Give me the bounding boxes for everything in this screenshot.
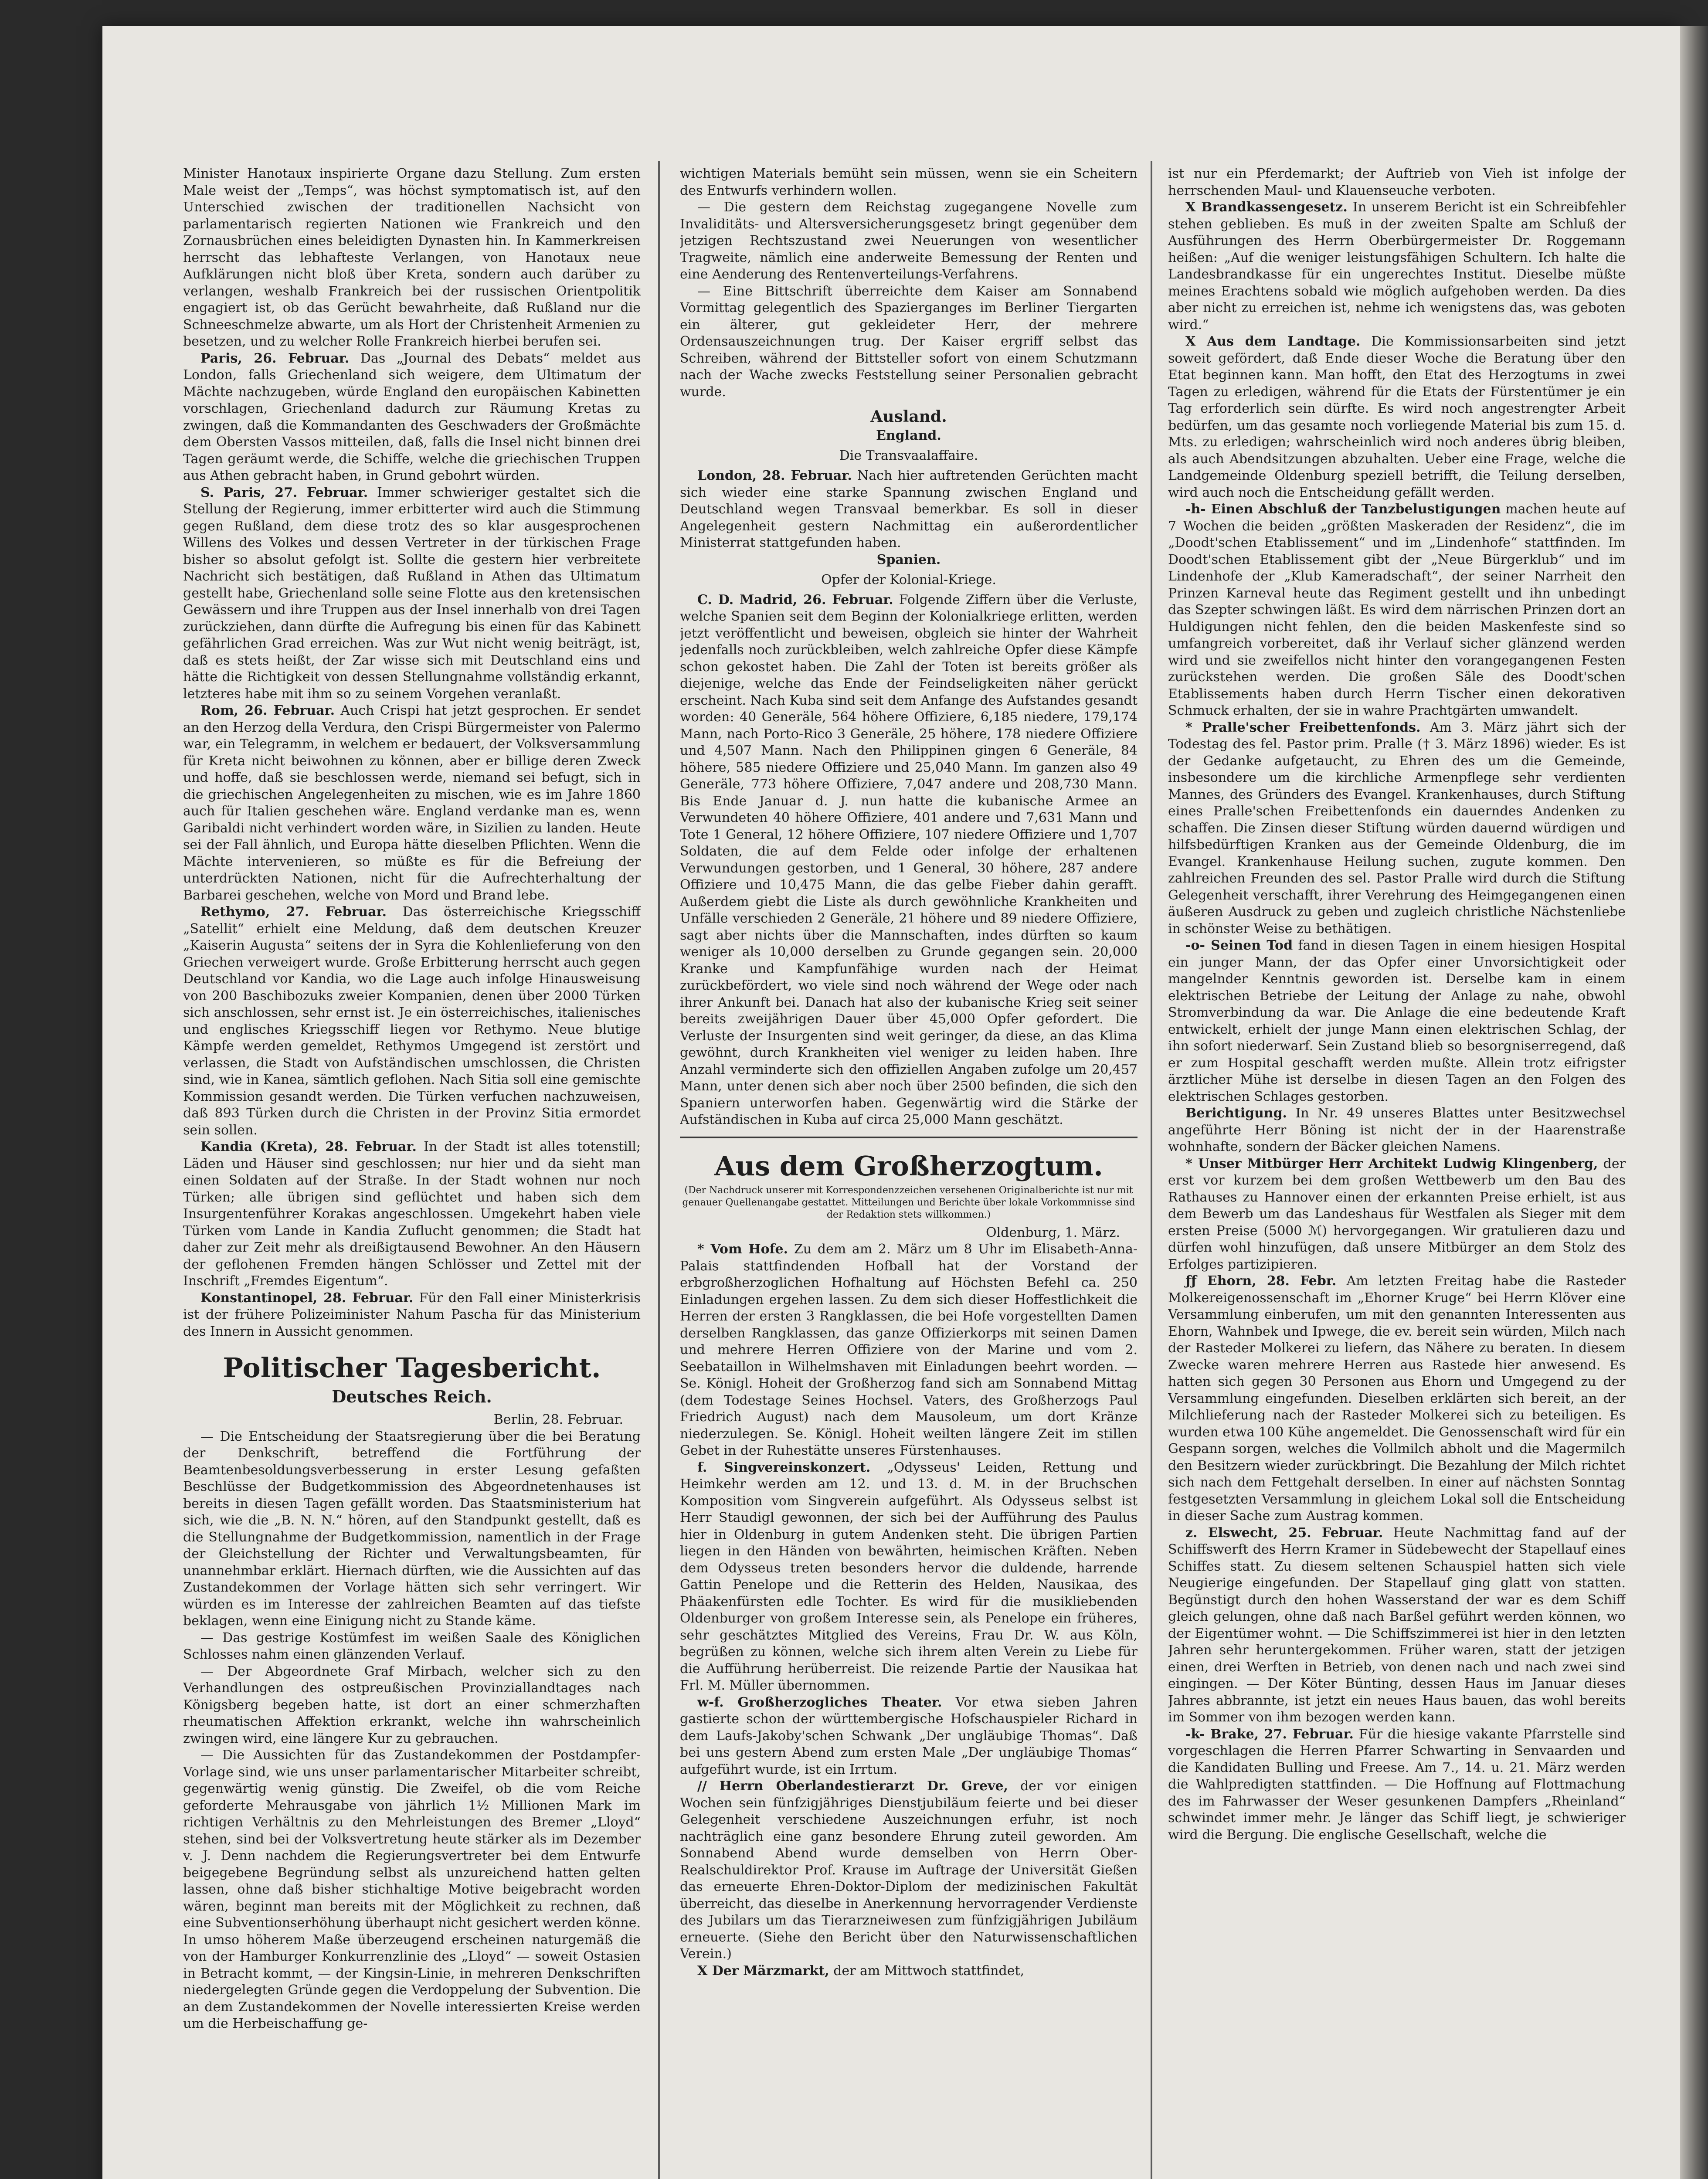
- article-paragraph: [183, 1139, 641, 1290]
- section-divider: [680, 1137, 1138, 1138]
- item-heading: -k- Brake, 27. Februar.: [1185, 1726, 1354, 1742]
- country-heading: Spanien.: [876, 552, 941, 567]
- article-text: Auch Crispi hat jetzt gesprochen. Er sendet an den Herzog della Verdura, den Crispi Bürgermeister von Palermo war, ein Telegramm, in welchem er bedauert, der Volksversammlung für Kreta nicht beiwohnen zu können, aber er billige deren Zweck und hoffe, daß sie beschlossen werde, niemand sei befugt, sich in die griechischen Angelegenheiten zu mischen, wie es im Jahre 1860 auch für Italien geschehen wäre. England verdanke man es, wenn Garibaldi nicht verhindert worden wäre, in Sizilien zu landen. Heute sei der Fall ähnlich, und Europa hätte dieselben Pflichten. Wenn die Mächte intervenieren, so müßte es für die Befreiung der unterdrückten Nationen, nicht für die Aufrechterhaltung der Barbarei geschehen, welche von Mord und Brand lebe.: [183, 703, 641, 903]
- article-text: machen heute auf 7 Wochen die beiden „größten Maskeraden der Residenz“, die im „Doodt'schen Etablissement“ und im „Lindenhofe“ stattfinden. Im Doodt'schen Etablissement gibt der „Neue Bürgerklub“ und im Lindenhofe der „Klub Kameradschaft“, der seiner Narrheit den Prinzen Karneval heute das Regiment gestellt und ihn unbedingt das Szepter schwingen läßt. Es wird dem närrischen Prinzen dort an Huldigungen nicht fehlen, den die beiden Maskenfeste sind so umfangreich vorbereitet, daß ihr Verlauf sicher glänzend werden wird und sie zweifellos nicht hinter den vorangegangenen Festen zurückstehen werden. Die großen Säle des Doodt'schen Etablissements haben durch Herrn Tischer einen dekorativen Schmuck erhalten, der sie in wahre Prachtgärten umwandelt.: [1168, 502, 1626, 718]
- article-paragraph: [1168, 333, 1626, 501]
- article-text: Das österreichische Kriegsschiff „Satellit“ erhielt eine Meldung, daß dem deutschen Kreuzer „Kaiserin Augusta“ seitens der in Syra die Kohlenlieferung von den Griechen verweigert wurde. Große Erbitterung herrscht auch gegen Deutschland vor Kandia, wo die Lage auch infolge Hinausweisung von 200 Baschibozuks zweier Kompanien, denen über 2000 Türken sich anschlossen, sehr ernst ist. Je ein österreichisches, italienisches und englisches Kriegsschiff liegen vor Rethymo. Neue blutige Kämpfe werden gemeldet, Rethymos Umgegend ist zerstört und verlassen, die Stadt von Aufständischen umschlossen, die Christen sind, wie in Kanea, sämtlich geflohen. Nach Sitia soll eine gemischte Kommission gesandt werden. Die Türken verfuchen nachzuweisen, daß 893 Türken durch die Christen in der Provinz Sitia ermordet sein sollen.: [183, 904, 641, 1138]
- article-text: der vor einigen Wochen sein fünfzigjähriges Dienstjubiläum feierte und bei dieser Gelegenheit verschiedene Auszeichnungen erfuhr, ist noch nachträglich eine ganz besondere Ehrung zuteil geworden. Am Sonnabend Abend wurde demselben von Herrn Ober-Realschuldirektor Prof. Krause im Auftrage der Universität Gießen das erneuerte Ehren-Doktor-Diplom der medizinischen Fakultät überreicht, das dieselbe in Anerkennung hervorragender Verdienste des Jubilars um das Tierarzneiwesen zum fünfzigjährigen Jubiläum erneuerte. (Siehe den Bericht über den Naturwissenschaftlichen Verein.): [680, 1778, 1138, 1962]
- article-text: Zu dem am 2. März um 8 Uhr im Elisabeth-Anna-Palais stattfindenden Hofball hat der Vorstand der erbgroßherzoglichen Hofhaltung auf Höchsten Befehl ca. 250 Einladungen ergehen lassen. Zu dem sich dieser Hoffestlichkeit die Herren der ersten 3 Rangklassen, die bei Hofe vorgestellten Damen derselben Rangklassen, das ganze Offizierkorps mit seinen Damen und mehrere Herren Offiziere von der Marine und vom 2. Seebataillon in Wilhelmshaven mit Einladungen beehrt worden. — Se. Königl. Hoheit der Großherzog fand sich am Sonnabend Mittag (dem Todestage Seines Hochsel. Vaters, des Großherzogs Paul Friedrich August) nach dem Mausoleum, um dort Kränze niederzulegen. Se. Königl. Hoheit weilten längere Zeit im stillen Gebet in der Ruhestätte unseres Fürstenhauses.: [680, 1242, 1138, 1458]
- article-text: In der Stadt ist alles totenstill; Läden und Häuser sind geschlossen; nur hier und da sieht man einen Soldaten auf der Straße. In der Stadt wohnen nur noch Türken; alle übrigen sind geflüchtet und haben sich dem Insurgentenführer Korakas angeschlossen. Umgekehrt haben viele Türken vom Lande in Kandia Zuflucht genommen; die Stadt hat daher zur Zeit mehr als dreißigtausend Bewohner. An den Häusern der geflohenen Fremden hängen Schlösser und Zettel mit der Inschrift „Fremdes Eigentum“.: [183, 1139, 641, 1289]
- item-heading: f. Singvereinskonzert.: [697, 1459, 871, 1475]
- article-text: Nach hier auftretenden Gerüchten macht sich wieder eine starke Spannung zwischen England und Deutschland wegen Transvaal bemerkbar. Es soll in dieser Angelegenheit gestern Nachmittag ein außerordentlicher Ministerrat stattgefunden haben.: [680, 468, 1138, 550]
- article-text: Das „Journal des Debats“ meldet aus London, falls Griechenland sich weigere, dem Ultimatum der Mächte nachzugeben, würde England den europäischen Kabinetten vorschlagen, Griechenland dadurch zur Räumung Kretas zu zwingen, daß die Kommandanten des Geschwaders der Großmächte dem Obersten Vassos mitteilen, daß, falls die Insel nicht binnen drei Tagen geräumt werde, die Schiffe, welche die griechischen Truppen aus Athen gebracht haben, in Grund gebohrt würden.: [183, 350, 641, 483]
- article-text: Am 3. März jährt sich der Todestag des fel. Pastor prim. Pralle († 3. März 1896) wieder. Es ist der Gedanke aufgetaucht, zu Ehren des um die Gemeinde, insbesondere um die kirchliche Armenpflege sehr verdienten Mannes, des Gründers des Evangel. Krankenhauses, durch Stiftung eines Pralle'schen Freibettenfonds ein dauerndes Andenken zu schaffen. Die Zinsen dieser Stiftung würden dauernd würdigen und hilfsbedürftigen Kranken aus der Gemeinde Oldenburg, die im Evangel. Krankenhause Heilung suchen, zugute kommen. Den zahlreichen Freunden des sel. Pastor Pralle wird durch die Stiftung Gelegenheit verschafft, ihrer Verehrung des Heimgegangenen einen äußeren Ausdruck zu geben und zugleich christliche Nächstenliebe in schönster Weise zu bethätigen.: [1168, 720, 1626, 937]
- dateline: Berlin, 28. Februar.: [493, 1412, 623, 1427]
- item-heading: z. Elswecht, 25. Februar.: [1185, 1525, 1383, 1541]
- dateline: Rom, 26. Februar.: [200, 703, 335, 718]
- article-text: Für die hiesige vakante Pfarrstelle sind vorgeschlagen die Herren Pfarrer Schwarting in Senvaarden und die Kandidaten Bulling und Freese. Am 7., 14. u. 21. März werden die Wahlpredigten stattfinden. — Die Hoffnung auf Flottmachung des im Fahrwasser der Weser gesunkenen Dampfers „Rheinland“ schwindet immer mehr. Je länger das Schiff liegt, je schwieriger wird die Bergung. Die englische Gesellschaft, welche die: [1168, 1726, 1626, 1843]
- section-subtitle: Deutsches Reich.: [332, 1387, 492, 1406]
- article-paragraph: [1168, 1156, 1626, 1273]
- article-text: Die Kommissionsarbeiten sind jetzt soweit gefördert, daß Ende dieser Woche die Beratung über den Etat beginnen kann. Man hofft, den Etat des Herzogtums in zwei Tagen zu erledigen, während für die Etats der Fürstentümer je ein Tag erforderlich sein dürfte. Es wird noch angestrengter Arbeit bedürfen, um das gesamte noch vorliegende Material bis zum 15. d. Mts. zu erledigen; wahrscheinlich wird noch anderes übrig bleiben, als auch Abendsitzungen abzuhalten. Ueber eine Frage, welche die Landgemeinde Oldenburg speziell betrifft, die Teilung derselben, wird auch noch die Entscheidung gefällt werden.: [1168, 334, 1626, 500]
- article-text: Vor etwa sieben Jahren gastierte schon der württembergische Hofschauspieler Richard in dem Laufs-Jakoby'schen Schwank „Der ungläubige Thomas“. Daß bei uns gestern Abend zum ersten Male „Der ungläubige Thomas“ aufgeführt wurde, ist ein Irrtum.: [680, 1694, 1138, 1777]
- article-paragraph: [1168, 1273, 1626, 1525]
- article-text: Heute Nachmittag fand auf der Schiffswerft des Herrn Kramer in Südebewecht der Stapellauf eines Schiffes statt. Zu diesem seltenen Schauspiel hatten sich viele Neugierige eingefunden. Der Stapellauf ging glatt von statten. Begünstigt durch den hohen Wasserstand der war es dem Schiff gleich gelungen, ohne daß nach Barßel geführt werden können, wo der Eigentümer wohnt. — Die Schiffszimmerei ist hier in den letzten Jahren sehr heruntergekommen. Früher waren, statt der jetzigen einen, drei Werften in Betrieb, von denen nach und nach zwei sind eingingen. — Der Köter Bünting, dessen Haus im Januar dieses Jahres abbrannte, ist jetzt ein neues Haus bauen, das wohl bereits im Sommer von ihm bezogen werden kann.: [1168, 1525, 1626, 1725]
- article-paragraph: [1168, 501, 1626, 720]
- article-text: Folgende Ziffern über die Verluste, welche Spanien seit dem Beginn der Kolonialkriege erlitten, werden jetzt veröffentlicht und beweisen, obgleich sie hinter der Wahrheit jedenfalls noch zurückbleiben, welch zahlreiche Opfer diese Kämpfe schon gekostet haben. Die Zahl der Toten ist bereits größer als diejenige, welche das Ende der Feindseligkeiten näher gerückt erscheint. Nach Kuba sind seit dem Anfange des Aufstandes gesandt worden: 40 Generäle, 564 höhere Offiziere, 6,185 niedere, 179,174 Mann, nach Porto-Rico 3 Generäle, 25 höhere, 178 niedere Offiziere und 4,507 Mann. Nach den Philippinen gingen 6 Generäle, 84 höhere, 585 niedere Offiziere und 25,040 Mann. Im ganzen also 49 Generäle, 773 höhere Offiziere, 7,047 andere und 208,730 Mann. Bis Ende Januar d. J. nun hatte die kubanische Armee an Verwundeten 40 höhere Offiziere, 401 andere und 7,631 Mann und Tote 1 General, 12 höhere Offiziere, 107 niedere Offiziere und 1,707 Soldaten, die auf dem Felde oder infolge der erhaltenen Verwundungen gestorben, und 1 General, 30 höhere, 287 andere Offiziere und 10,475 Mann, die das gelbe Fieber dahin gerafft. Außerdem giebt die Liste als durch gewöhnliche Krankheiten und Unfälle verschieden 2 Generäle, 21 höhere und 89 niedere Offiziere, sagt aber nichts über die Mannschaften, indes dürften so kaum weniger als 10,000 derselben zu Grunde gegangen sein. 20,000 Kranke und Kampfunfähige wurden nach der Heimat zurückbefördert, wo viele sind noch während der Wege oder nach ihrer Ankunft bei. Danach hat also der kubanische Krieg seit seiner bereits zweijährigen Dauer über 45,000 Opfer gefordert. Die Verluste der Insurgenten sind weit geringer, da diese, an das Klima gewöhnt, durch Krankheiten viel weniger zu leiden haben. Ihre Anzahl verminderte sich den offiziellen Angaben zufolge um 20,457 Mann, unter denen sich aber noch über 2500 befinden, die sich den Spaniern unterworfen haben. Gegenwärtig wird die Stärke der Aufständischen in Kuba auf circa 25,000 Mann geschätzt.: [680, 592, 1138, 1127]
- article-text: Am letzten Freitag habe die Rasteder Molkereigenossenschaft im „Ehorner Kruge“ bei Herrn Klöver eine Versammlung einberufen, um mit den genannten Interessenten aus Ehorn, Wahnbek und Ipwege, die ev. bereit sein würden, Milch nach der Rasteder Molkerei zu liefern, das Nähere zu beraten. In diesem Zwecke waren mehrere Herren aus Rastede hier anwesend. Es hatten sich gegen 30 Personen aus Ehorn und Umgegend zu der Versammlung eingefunden. Dieselben erklärten sich bereit, an der Milchlieferung nach der Rasteder Molkerei sich zu beteiligen. Es wurden etwa 100 Kühe angemeldet. Die Genossenschaft wird für ein Gespann sorgen, welches die Vollmilch abholt und die Magermilch den Besitzern wieder zurückbringt. Die Bezahlung der Milch richtet sich nach dem Fettgehalt derselben. In einer auf nächsten Sonntag festgesetzten Versammlung in gleichem Lokal soll die Entscheidung in dieser Sache zum Austrag kommen.: [1168, 1273, 1626, 1524]
- dateline: C. D. Madrid, 26. Februar.: [697, 592, 893, 608]
- article-text: In Nr. 49 unseres Blattes unter Besitzwechsel angeführte Herr Böning ist nicht der in der Haarenstraße wohnhafte, sondern der Bäcker gleichen Namens.: [1168, 1106, 1626, 1154]
- item-heading: Berichtigung.: [1185, 1106, 1287, 1121]
- article-paragraph: [680, 592, 1138, 1129]
- dateline: Konstantinopel, 28. Februar.: [200, 1290, 414, 1306]
- item-heading: -o- Seinen Tod: [1185, 938, 1293, 953]
- article-paragraph: — Eine Bittschrift überreichte dem Kaiser am Sonnabend Vormittag gelegentlich des Spazierganges im Berliner Tiergarten ein älterer, gut gekleideter Herr, der mehrere Ordensauszeichnungen trug. Der Kaiser ergriff selbst das Schreiben, während der Bittsteller sofort von einem Schutzmann nach der Wache zwecks Feststellung seiner Personalien gebracht wurde.: [680, 283, 1138, 400]
- dateline: Rethymo, 27. Februar.: [200, 904, 387, 920]
- item-heading: X Brandkassengesetz.: [1185, 200, 1348, 215]
- article-heading: Opfer der Kolonial-Kriege.: [821, 572, 996, 587]
- item-heading: w-f. Großherzogliches Theater.: [697, 1694, 942, 1710]
- dateline: S. Paris, 27. Februar.: [200, 485, 368, 500]
- column-1: [183, 166, 641, 2179]
- article-paragraph: [1168, 720, 1626, 938]
- article-paragraph: [183, 703, 641, 904]
- article-text: der am Mittwoch stattfindet,: [833, 1963, 1025, 1979]
- article-text: Immer schwieriger gestaltet sich die Stellung der Regierung, immer erbitterter wird auch die Stimmung gegen Rußland, dem diese trotz des so klar ausgesprochenen Willens des Volkes und dessen Vertreter in der türkischen Frage bisher so absolut gefolgt ist. Sollte die gestern hier verbreitete Nachricht sich bestätigen, daß Rußland in Athen das Ultimatum gestellt habe, Griechenland solle seine Flotte aus den kretensischen Gewässern und ihre Truppen aus der Insel innerhalb von drei Tagen zurückziehen, dann dürfte die Aufregung bis einen für das Kabinett gefährlichen Grad erreichen. Was zur Wut nicht wenig beiträgt, ist, daß es stets heißt, der Zar wisse sich mit Deutschland eins und hätte die Richtigkeit von dessen Stellungnahme vollständig erkannt, letzteres habe mit ihm so zu seinem Vorgehen veranlaßt.: [183, 485, 641, 702]
- article-paragraph: — Die Aussichten für das Zustandekommen der Postdampfer-Vorlage sind, wie uns unser parlamentarischer Mitarbeiter schreibt, gegenwärtig wenig günstig. Die Zweifel, ob die vom Reiche geforderte Mehrausgabe von jährlich 1½ Millionen Mark im richtigen Verhältnis zu den Mehrleistungen des Bremer „Lloyd“ stehen, sind bei der Volksvertretung heute stärker als im Dezember v. J. Denn nachdem die Regierungsvertreter bei dem Entwurfe beigegebene Begründung selbst als unzureichend hatten gelten lassen, ohne daß bisher stichhaltige Motive beigebracht worden wären, beginnt man bereits mit der Möglichkeit zu rechnen, daß eine Subventionserhöhung überhaupt nicht gesichert werden könne. In umso höherem Maße überzeugend erscheinen naturgemäß die von der Hamburger Konkurrenzlinie des „Lloyd“ — soweit Ostasien in Betracht kommt, — der Kingsin-Linie, in mehreren Denkschriften niedergelegten Gründe gegen die Verdoppelung der Subvention. Die an dem Zustandekommen der Novelle interessierten Kreise werden um die Herbeischaffung ge-: [183, 1748, 641, 2031]
- article-paragraph: — Der Abgeordnete Graf Mirbach, welcher sich zu den Verhandlungen des ostpreußischen Provinziallandtages nach Königsberg begeben hatte, ist dort an einer schmerzhaften rheumatischen Affektion erkrankt, welche ihn wahrscheinlich zwingen wird, eine längere Kur zu gebrauchen.: [183, 1663, 641, 1746]
- section-title-ausland: Ausland.: [870, 407, 947, 426]
- section-title-grossherzogtum: Aus dem Großherzogtum.: [714, 1150, 1103, 1182]
- item-heading: X Aus dem Landtage.: [1185, 334, 1361, 349]
- article-text: „Odysseus' Leiden, Rettung und Heimkehr werden am 12. und 13. d. M. in der Bruchschen Komposition vom Singverein aufgeführt. Als Odysseus selbst ist Herr Staudigl gewonnen, der sich bei der Aufführung des Paulus hier in Oldenburg in gutem Andenken steht. Die übrigen Partien liegen in den Händen von bewährten, heimischen Kräften. Neben dem Odysseus treten besonders hervor die duldende, harrende Gattin Penelope und die Retterin des Helden, Nausikaa, des Phäakenfürsten edle Tochter. Es wird für die musikliebenden Oldenburger von großem Interesse sein, als Penelope ein früheres, sehr geschätztes Mitglied des Vereins, Frau Dr. W. aus Köln, begrüßen zu können, welche sich ihrem alten Verein zu Liebe für die Aufführung herüberreist. Die reizende Partie der Nausikaa hat Frl. M. Müller übernommen.: [680, 1459, 1138, 1693]
- article-paragraph: — Die Entscheidung der Staatsregierung über die bei Beratung der Denkschrift, betreffend die Fortführung der Beamtenbesoldungsverbesserung in erster Lesung gefaßten Beschlüsse der Budgetkommission des Abgeordnetenhauses ist bereits in diesen Tagen gefällt worden. Das Staatsministerium hat sich, wie die „B. N. N.“ hören, auf den Standpunkt gestellt, daß es die Stellungnahme der Budgetkommission, namentlich in der Frage der Gleichstellung der Richter und Verwaltungsbeamten, für unannehmbar erklärt. Hiernach dürften, wie die Aussichten auf das Zustandekommen der Vorlage hätten sich sehr verringert. Wir würden es im Interesse der zahlreichen Beamten auf das tiefste beklagen, wenn eine Einigung nicht zu Stande käme.: [183, 1429, 641, 1629]
- article-paragraph: [680, 1459, 1138, 1694]
- item-heading: // Herrn Oberlandestierarzt Dr. Greve,: [697, 1778, 1008, 1794]
- article-paragraph: [183, 1290, 641, 1341]
- article-text: der erst vor kurzem bei dem großen Wettbewerb um den Bau des Rathauses zu Hannover einen der erkannten Preise erhielt, ist aus dem Bewerb um das Landeshaus für Westfalen als Sieger mit dem ersten Preise (5000 ℳ) hervorgegangen. Wir gratulieren dazu und dürfen wohl hinzufügen, daß unsere Mitbürger an dem Stolz des Erfolges partizipieren.: [1168, 1156, 1626, 1272]
- section-title: Politischer Tagesbericht.: [223, 1352, 601, 1384]
- article-text: In unserem Bericht ist ein Schreibfehler stehen geblieben. Es muß in der zweiten Spalte am Schluß der Ausführungen des Herrn Oberbürgermeister Dr. Roggemann heißen: „Auf die weniger leistungsfähigen Schultern. Ich halte die Landesbrandkasse für ein ungerechtes Institut. Dieselbe müßte meines Erachtens sobald wie möglich aufgehoben werden. Da dies aber nicht zu erreichen ist, nehme ich wenigstens das, was geboten wird.“: [1168, 200, 1626, 333]
- article-paragraph: [680, 1963, 1138, 1980]
- article-paragraph: [1168, 199, 1626, 333]
- item-heading: * Unser Mitbürger Herr Architekt Ludwig Klingenberg,: [1185, 1156, 1598, 1171]
- article-paragraph: — Die gestern dem Reichstag zugegangene Novelle zum Invaliditäts- und Altersversicherungsgesetz bringt gegenüber dem jetzigen Rechtszustand zwei Neuerungen von wesentlicher Tragweite, nämlich eine anderweite Bemessung der Renten und eine Aenderung des Rentenverteilungs-Verfahrens.: [680, 200, 1138, 282]
- dateline: Paris, 26. Februar.: [200, 350, 350, 366]
- item-heading: -h- Einen Abschluß der Tanzbelustigungen: [1185, 502, 1501, 517]
- column-2: [680, 166, 1138, 2179]
- dateline: Kandia (Kreta), 28. Februar.: [200, 1139, 417, 1154]
- item-heading: ƒƒ Ehorn, 28. Febr.: [1185, 1273, 1337, 1289]
- article-paragraph: [1168, 1726, 1626, 1844]
- article-text: Für den Fall einer Ministerkrisis ist der frühere Polizeiminister Nahum Pascha für das Ministerium des Innern in Aussicht genommen.: [183, 1290, 641, 1339]
- article-paragraph: [680, 468, 1138, 552]
- article-paragraph: [183, 904, 641, 1139]
- article-text: fand in diesen Tagen in einem hiesigen Hospital ein junger Mann, der das Opfer einer Unvorsichtigkeit oder mangelnder Kenntnis geworden ist. Derselbe kam in einem elektrischen Betriebe der Leitung der Anlage zu nahe, obwohl Stromverbindung da war. Die Anlage die eine bedeutende Kraft entwickelt, erhielt der junge Mann einen elektrischen Schlag, der ihn sofort niederwarf. Sein Zustand blieb so besorgniserregend, daß er zum Hospital geschafft werden mußte. Allein trotz eifrigster ärztlicher Mühe ist derselbe in diesen Tagen an den Folgen des elektrischen Schlages gestorben.: [1168, 938, 1626, 1104]
- article-paragraph: [680, 1694, 1138, 1778]
- article-paragraph: [183, 350, 641, 485]
- article-heading: Die Transvaalaffaire.: [839, 448, 978, 463]
- dateline: London, 28. Februar.: [697, 468, 852, 483]
- page-edge: [1680, 26, 1708, 2179]
- article-paragraph: ist nur ein Pferdemarkt; der Auftrieb von Vieh ist infolge der herrschenden Maul- und Klauenseuche verboten.: [1168, 166, 1626, 198]
- item-heading: * Vom Hofe.: [697, 1242, 788, 1257]
- column-3: [1168, 166, 1626, 2179]
- article-paragraph: [680, 1241, 1138, 1459]
- article-paragraph: Minister Hanotaux inspirierte Organe dazu Stellung. Zum ersten Male weist der „Temps“, was höchst symptomatisch ist, auf den Unterschied zwischen der traditionellen Nachsicht von parlamentarisch regierten Nationen wie Frankreich und den Zornausbrüchen eines beleidigten Dynasten hin. In Kammerkreisen herrscht das lebhafteste Verlangen, von Hanotaux neue Aufklärungen nicht bloß über Kreta, sondern auch darüber zu verlangen, weshalb Frankreich bei der russischen Orientpolitik engagiert ist, ob das Gerücht bewahrheite, daß Rußland nur die Schneeschmelze abwarte, um als Hort der Christenheit Armenien zu besetzen, und zu welcher Rolle Frankreich hierbei berufen sei.: [183, 166, 641, 349]
- item-heading: X Der Märzmarkt,: [697, 1963, 829, 1979]
- article-paragraph: — Das gestrige Kostümfest im weißen Saale des Königlichen Schlosses nahm einen glänzenden Verlauf.: [183, 1630, 641, 1662]
- article-paragraph: [680, 1778, 1138, 1963]
- reprint-note: (Der Nachdruck unserer mit Korrespondenzzeichen versehenen Originalberichte ist nur mit genauer Quellenangabe gestattet. Mitteilungen und Berichte über lokale Vorkommnisse sind der Redaktion stets willkommen.): [682, 1185, 1135, 1220]
- column-rule: [658, 161, 660, 2179]
- column-rule: [1151, 161, 1152, 2179]
- article-paragraph: [1168, 937, 1626, 1105]
- article-paragraph: [183, 485, 641, 703]
- article-paragraph: [1168, 1525, 1626, 1726]
- dateline: Oldenburg, 1. März.: [985, 1225, 1120, 1240]
- item-heading: * Pralle'scher Freibettenfonds.: [1185, 720, 1421, 735]
- country-heading: England.: [876, 428, 941, 443]
- article-paragraph: [1168, 1105, 1626, 1156]
- article-paragraph: wichtigen Materials bemüht sein müssen, wenn sie ein Scheitern des Entwurfs verhindern wollen.: [680, 166, 1138, 198]
